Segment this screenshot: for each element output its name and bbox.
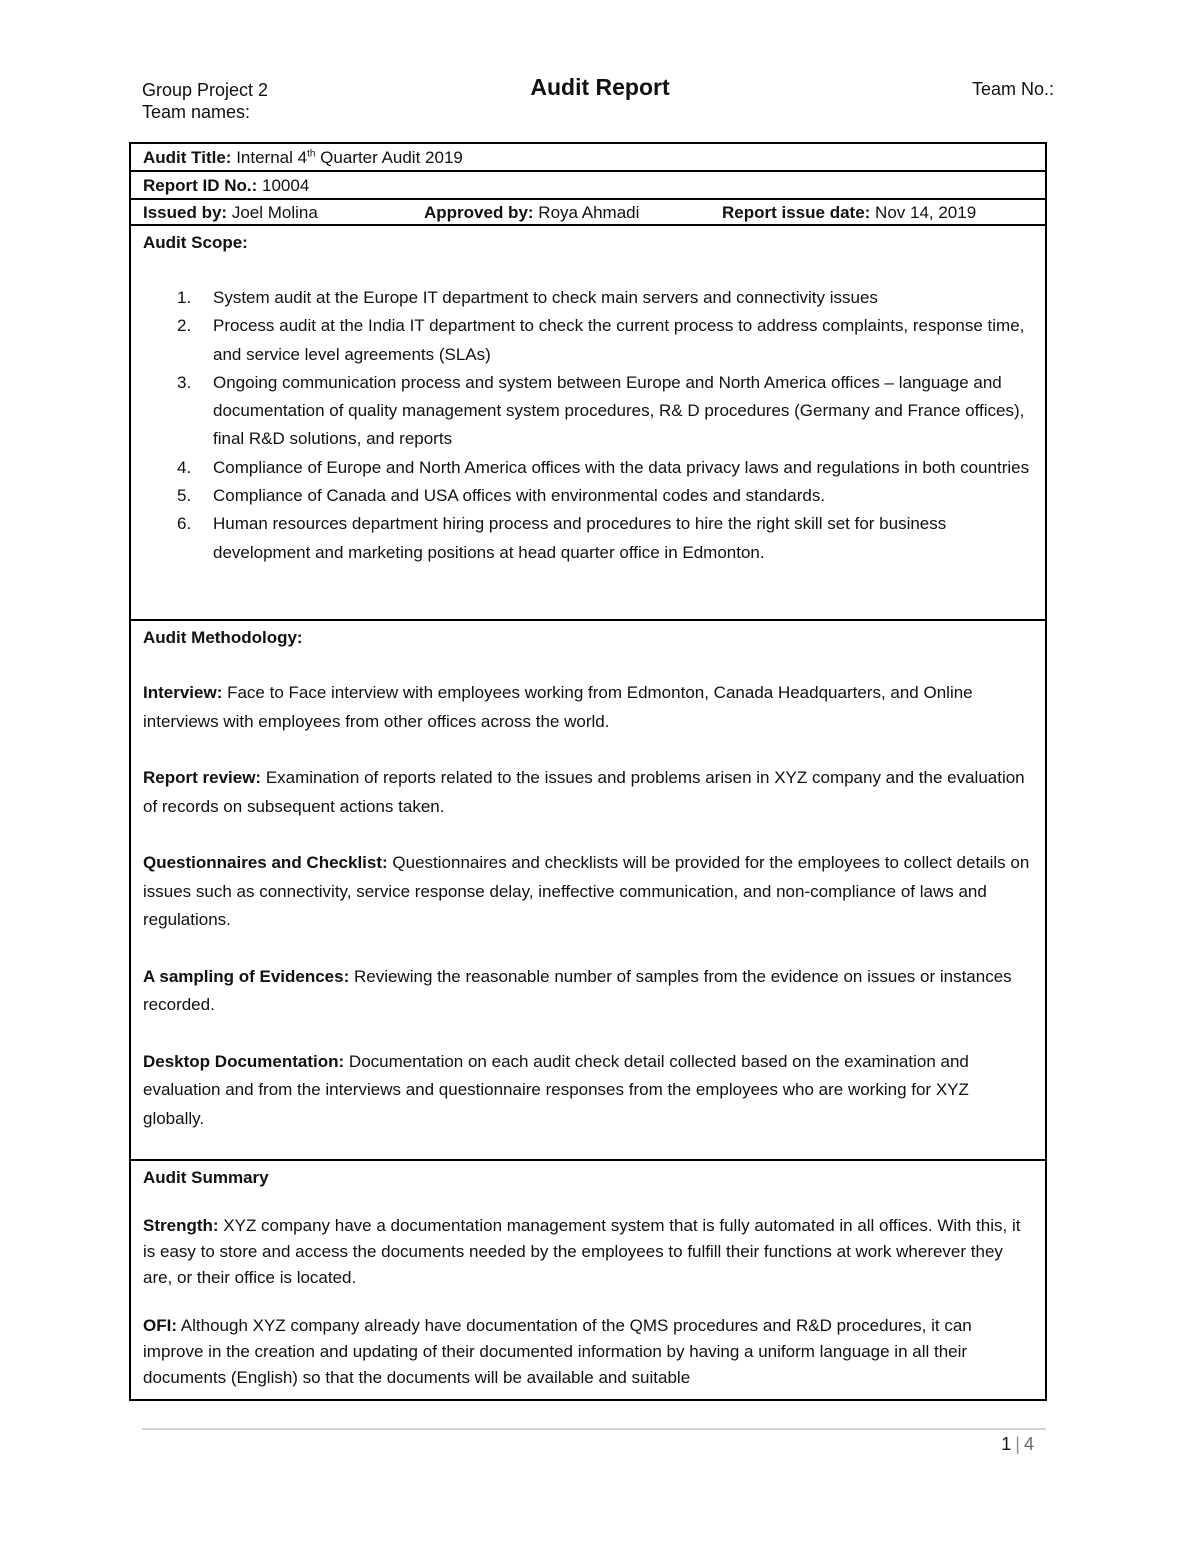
- summary-ofi: OFI: Although XYZ company already have documentation of the QMS procedures and R&D procedures, it can improve in the creation and updating of their documented information by having a uniform language in all their documents (English) so that the documents will be available and suitable: [143, 1316, 972, 1387]
- scope-item: 4. Compliance of Europe and North America offices with the data privacy laws and regulations in both countries: [177, 457, 1030, 477]
- page-separator: |: [1015, 1434, 1020, 1454]
- summary-strength: Strength: XYZ company have a documentation management system that is fully automated in all offices. With this, it is easy to store and access the documents needed by the employees to fulfill their functions at work wherever they are, or their office is located.: [143, 1216, 1021, 1287]
- team-names-label: Team names:: [142, 102, 251, 122]
- audit-scope-title: Audit Scope:: [143, 233, 248, 252]
- issued-by-value: Joel Molina: [231, 203, 318, 222]
- methodology-interview: Interview: Face to Face interview with employees working from Edmonton, Canada Headquarters, and Online interviews with employees from other offices across the world.: [143, 683, 973, 731]
- methodology-report-review: Report review: Examination of reports related to the issues and problems arisen in XYZ company and the evaluation of records on subsequent actions taken.: [143, 768, 1025, 816]
- issued-by-label: Issued by:: [143, 203, 228, 222]
- report-id-row: [131, 172, 1045, 200]
- scope-item: 5. Compliance of Canada and USA offices with environmental codes and standards.: [177, 486, 826, 506]
- audit-methodology-title: Audit Methodology:: [143, 628, 303, 647]
- audit-title-label: Audit Title:: [143, 148, 232, 167]
- audit-scope-section: [131, 226, 1045, 621]
- audit-methodology-section: [131, 621, 1045, 1161]
- issue-date-value: Nov 14, 2019: [875, 203, 977, 222]
- scope-item: 6. Human resources department hiring process and procedures to hire the right skill set for business development and marketing positions at head quarter office in Edmonton.: [177, 514, 947, 562]
- report-id-value: 10004: [262, 176, 310, 195]
- audit-scope-list: [143, 284, 1033, 567]
- document-title: Audit Report: [530, 74, 670, 100]
- issued-row: [131, 200, 1045, 226]
- project-name: Group Project 2: [142, 80, 269, 100]
- audit-report-table: [129, 142, 1047, 1401]
- footer-divider: [142, 1428, 1046, 1430]
- methodology-sampling: A sampling of Evidences: Reviewing the reasonable number of samples from the evidence on issues or instances recorded.: [143, 966, 1012, 1014]
- audit-title-row: [131, 144, 1045, 172]
- approved-by-cell: [424, 200, 639, 225]
- audit-title-value: Internal 4th Quarter Audit 2019: [236, 148, 463, 167]
- audit-summary-title: Audit Summary: [143, 1168, 269, 1187]
- issue-date-label: Report issue date:: [722, 203, 871, 222]
- scope-item: 1. System audit at the Europe IT department to check main servers and connectivity issues: [177, 288, 878, 307]
- approved-by-label: Approved by:: [424, 203, 534, 222]
- scope-item: 2. Process audit at the India IT department to check the current process to address complaints, response time, and service level agreements (SLAs): [177, 316, 1025, 364]
- report-id-label: Report ID No.:: [143, 176, 258, 195]
- methodology-desktop-documentation: Desktop Documentation: Documentation on each audit check detail collected based on the examination and evaluation and from the interviews and questionnaire responses from the employees who are working for XYZ globally.: [143, 1051, 969, 1128]
- current-page: 1: [1001, 1434, 1012, 1454]
- audit-summary-section: [131, 1161, 1045, 1401]
- team-number-label: Team No.:: [972, 79, 1055, 99]
- issue-date-cell: [722, 200, 976, 225]
- page-number: [1001, 1434, 1034, 1455]
- approved-by-value: Roya Ahmadi: [538, 203, 640, 222]
- issued-by-cell: [143, 200, 318, 225]
- methodology-questionnaires: Questionnaires and Checklist: Questionnaires and checklists will be provided for the employees to collect details on issues such as connectivity, service response delay, ineffective communication, and non-compliance of laws and regulations.: [143, 853, 1030, 929]
- total-pages: 4: [1023, 1434, 1034, 1454]
- scope-item: 3. Ongoing communication process and system between Europe and North America offices – language and documentation of quality management system procedures, R& D procedures (Germany and France offices), final R&D solutions, and reports: [177, 372, 1025, 449]
